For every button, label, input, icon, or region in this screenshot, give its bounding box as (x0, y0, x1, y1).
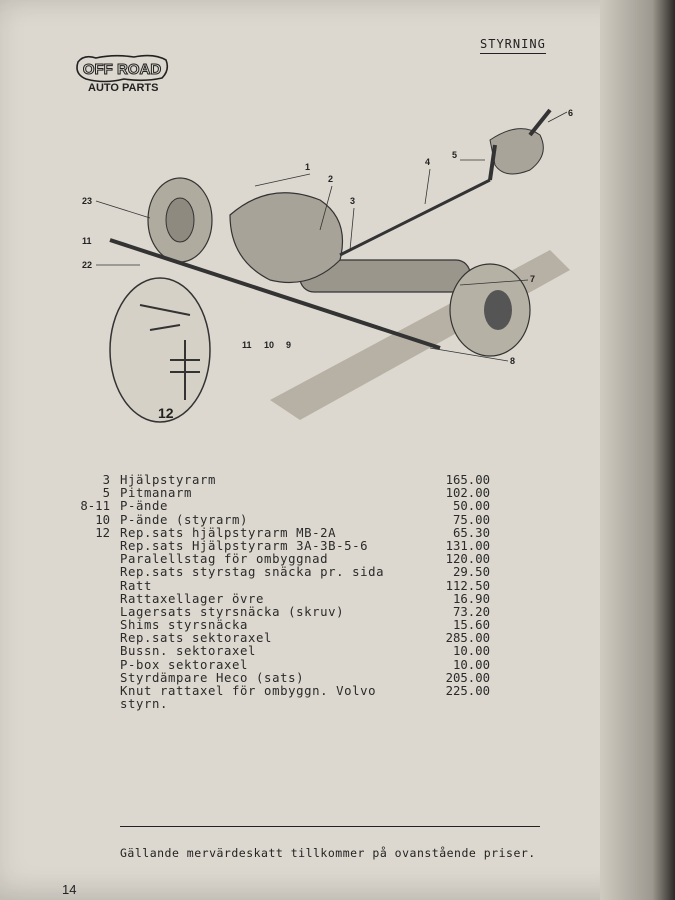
list-item: 10 P-ände (styrarm) 75.00 (95, 512, 490, 527)
parts-price-list (70, 473, 490, 712)
svg-text:12: 12 (158, 405, 174, 421)
svg-text:11: 11 (242, 340, 252, 350)
list-item: P-box sektoraxel 10.00 (120, 657, 490, 672)
list-item: 5 Pitmanarm 102.00 (102, 486, 490, 501)
list-item: 8-11 P-ände 50.00 (80, 499, 490, 514)
svg-text:10: 10 (264, 340, 275, 350)
list-item: 12 Rep.sats hjälpstyrarm MB-2A 65.30 (95, 525, 490, 540)
page-number: 14 (62, 882, 77, 897)
svg-text:11: 11 (82, 236, 92, 246)
list-item: Ratt 112.50 (120, 578, 490, 593)
svg-text:6: 6 (568, 108, 574, 118)
list-item: Paralellstag för ombyggnad 120.00 (120, 552, 490, 567)
list-item: Rep.sats styrstag snäcka pr. sida 29.50 (120, 565, 490, 580)
steering-assembly-diagram (70, 100, 590, 430)
list-item: 3 Hjälpstyrarm 165.00 (102, 473, 490, 487)
svg-text:4: 4 (425, 157, 431, 167)
section-title: STYRNING (480, 37, 546, 54)
list-item: Rep.sats sektoraxel 285.00 (120, 631, 490, 646)
list-item: Lagersats styrsnäcka (skruv) 73.20 (120, 604, 490, 619)
list-item: Bussn. sektoraxel 10.00 (120, 644, 490, 659)
list-item: Rep.sats Hjälpstyrarm 3A-3B-5-6 131.00 (120, 538, 490, 553)
svg-text:7: 7 (530, 274, 536, 284)
svg-text:1: 1 (305, 162, 311, 172)
list-item: Rattaxellager övre 16.90 (120, 591, 490, 606)
list-item: Styrdämpare Heco (sats) 205.00 (120, 670, 490, 685)
vat-note: Gällande mervärdeskatt tillkommer på ovanstående priser. (120, 846, 536, 860)
svg-text:23: 23 (82, 196, 93, 206)
list-item: Shims styrsnäcka 15.60 (120, 618, 490, 633)
svg-text:5: 5 (452, 150, 458, 160)
svg-text:9: 9 (286, 340, 292, 350)
divider-rule (120, 826, 540, 827)
svg-text:3: 3 (350, 196, 356, 206)
logo-subtitle: AUTO PARTS (88, 82, 159, 94)
svg-text:2: 2 (328, 174, 334, 184)
adjacent-page-edge (600, 0, 675, 900)
svg-text:22: 22 (82, 260, 93, 270)
svg-text:8: 8 (510, 356, 516, 366)
svg-text:OFF ROAD: OFF ROAD (82, 61, 162, 78)
list-item: Knut rattaxel för ombyggn. Volvo styrn. 225.00 (120, 684, 490, 712)
